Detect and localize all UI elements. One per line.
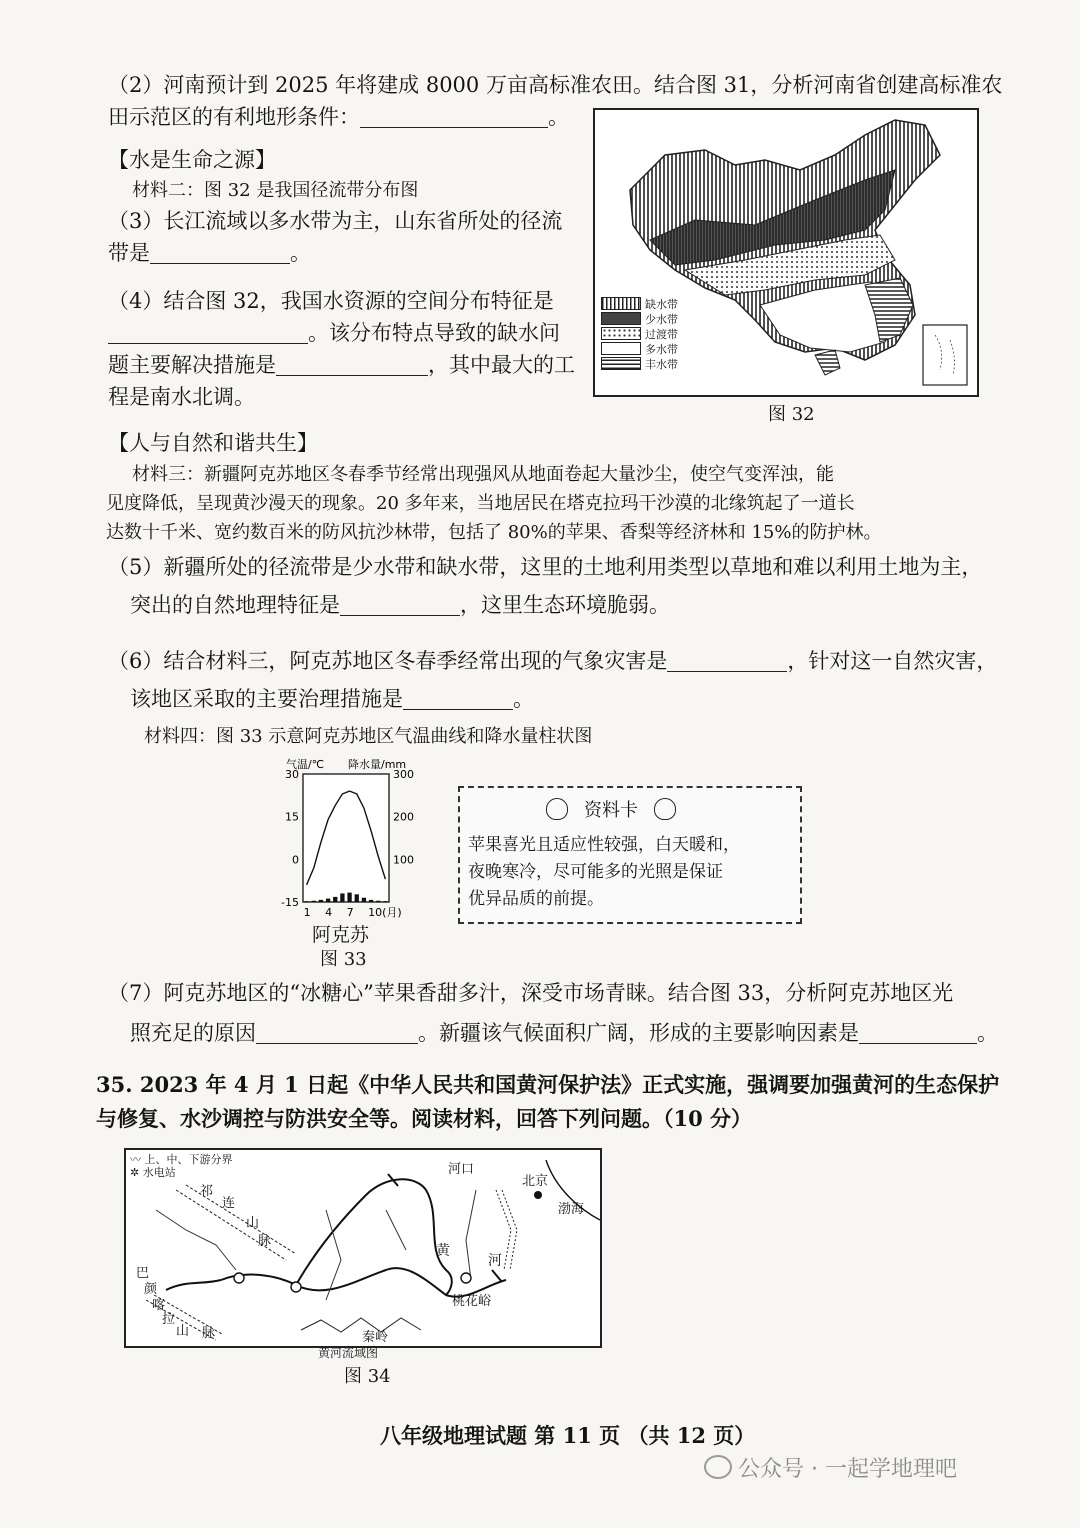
chart-ylabel-left: 气温/℃ [286, 758, 325, 771]
legend-boundary-label: 上、中、下游分界 [144, 1153, 233, 1166]
wechat-icon [704, 1455, 732, 1479]
right-tick-label: 200 [393, 810, 414, 824]
label-lian: 连 [222, 1196, 236, 1211]
q7-answer-blank-2[interactable] [859, 1021, 977, 1044]
legend-transition [601, 326, 678, 341]
chart-left-ticks [281, 768, 299, 909]
fig33-caption: 图 33 [320, 949, 367, 970]
legend-label-transition: 过渡带 [645, 327, 678, 341]
legend-low [601, 311, 678, 326]
q4-answer-blank-2[interactable] [276, 353, 428, 376]
precip-bar [319, 900, 323, 902]
q4-line3a: 题主要解决措施是 [108, 353, 276, 377]
hydropower-icon: ✲ [130, 1166, 143, 1179]
info-card-line-2: 夜晚寒冷，尽可能多的光照是保证 [468, 862, 723, 882]
legend-abundant [601, 356, 678, 371]
yellow-river-loop [296, 1179, 452, 1295]
apple-icon [546, 798, 568, 820]
q7-line2a: 照充足的原因 [130, 1021, 256, 1045]
legend-label-low: 少水带 [645, 312, 678, 326]
fig33-climate-chart [270, 756, 420, 924]
q6-line1 [108, 646, 997, 676]
label-shan-2: 山 [176, 1324, 190, 1339]
label-shan-1: 山 [246, 1216, 260, 1231]
q35-line1: 35. 2023 年 4 月 1 日起《中华人民共和国黄河保护法》正式实施，强调要加强黄河的生态保护 [96, 1072, 1000, 1097]
legend-label-abundant: 丰水带 [645, 357, 678, 371]
fig34-map-title: 黄河流域图 [318, 1346, 379, 1360]
label-qi: 祁 [200, 1184, 214, 1199]
label-mai-2: 脉 [202, 1326, 216, 1341]
chart-right-ticks [393, 768, 414, 866]
watermark [704, 1452, 957, 1483]
q2-end: 。 [548, 105, 569, 129]
label-taohuayu: 桃花峪 [452, 1294, 492, 1309]
q4-line3b: ，其中最大的工 [428, 353, 575, 377]
left-tick-label: -15 [281, 896, 299, 909]
hydropower-station-icon [234, 1273, 244, 1283]
legend-deficit [601, 296, 678, 311]
section-nature-title: 【人与自然和谐共生】 [108, 431, 318, 455]
material4-text: 材料四：图 33 示意阿克苏地区气温曲线和降水量柱状图 [144, 726, 593, 747]
fig34-caption: 图 34 [344, 1366, 391, 1387]
chart-ylabel-right: 降水量/mm [348, 758, 407, 771]
precip-bar [333, 897, 337, 902]
legend-swatch-abundant [601, 357, 641, 370]
info-card-line-3: 优异品质的前提。 [468, 889, 604, 909]
hydropower-station-icon [291, 1282, 301, 1292]
q4-answer-blank-1[interactable] [108, 321, 308, 344]
month-tick-label: 4 [325, 906, 333, 919]
label-he: 河 [488, 1253, 502, 1269]
precip-bar [362, 898, 366, 902]
q6-line2 [130, 684, 534, 714]
info-card-header [546, 796, 676, 822]
month-tick-label: 7 [346, 906, 354, 919]
material2-text: 材料二：图 32 是我国径流带分布图 [132, 180, 419, 201]
q3-answer-blank[interactable] [150, 241, 290, 264]
info-card-line-1: 苹果喜光且适应性较强，白天暖和， [468, 835, 740, 855]
q7-line1: （7）阿克苏地区的“冰糖心”苹果香甜多汁，深受市场青睐。结合图 33，分析阿克苏地区光 [108, 981, 954, 1005]
precip-bar [312, 901, 316, 902]
q6-line2b: 。 [513, 687, 534, 711]
legend-label-deficit: 缺水带 [645, 297, 678, 311]
figure-32-map [593, 108, 979, 397]
q2-line1: （2）河南预计到 2025 年将建成 8000 万亩高标准农田。结合图 31，分析河南省创建高标准农 [108, 73, 1003, 97]
precip-bar [340, 893, 344, 902]
q2-line2 [108, 102, 569, 132]
left-tick-label: 30 [285, 768, 299, 781]
page-footer: 八年级地理试题 第 11 页 （共 12 页） [380, 1423, 756, 1448]
chart-title: 阿克苏 [312, 924, 370, 946]
q6-line1a: （6）结合材料三，阿克苏地区冬春季经常出现的气象灾害是 [108, 649, 668, 673]
left-tick-label: 15 [285, 810, 299, 824]
legend-hydro-label: 水电站 [142, 1166, 176, 1179]
yellow-river-source [166, 1280, 221, 1290]
chart-month-ticks [304, 906, 402, 919]
hydropower-station-icon [461, 1273, 471, 1283]
q2-line2-text: 田示范区的有利地形条件： [108, 105, 360, 129]
q5-line2b: ，这里生态环境脆弱。 [460, 593, 670, 617]
boundary-icon: 〰 [130, 1153, 145, 1166]
q4-line1: （4）结合图 32，我国水资源的空间分布特征是 [108, 289, 554, 313]
label-yan: 颜 [144, 1282, 158, 1297]
qilian-mountains-line [176, 1185, 296, 1260]
info-card-body [468, 832, 740, 913]
watermark-text: 公众号 · 一起学地理吧 [738, 1457, 957, 1482]
hainan-island [815, 350, 840, 375]
legend-boundary-row [130, 1153, 233, 1166]
section-water-title: 【水是生命之源】 [108, 148, 276, 172]
month-tick-label: 1 [303, 906, 311, 919]
q35-line2: 与修复、水沙调控与防洪安全等。阅读材料，回答下列问题。（10 分） [96, 1106, 753, 1131]
q3-line2 [108, 238, 311, 268]
q5-line2 [130, 590, 670, 620]
right-tick-label: 100 [393, 853, 414, 867]
precip-bar [355, 894, 359, 902]
q4-line4: 程是南水北调。 [108, 385, 255, 409]
q7-line2b: 。新疆该气候面积广阔，形成的主要影响因素是 [418, 1021, 859, 1045]
label-bohai: 渤海 [558, 1202, 585, 1217]
fig32-legend [601, 296, 678, 371]
q4-line2-text: 。该分布特点导致的缺水问 [308, 321, 560, 345]
precip-bar [369, 900, 373, 902]
q2-answer-blank[interactable] [360, 105, 548, 128]
info-card [458, 786, 802, 924]
q7-line2 [130, 1018, 998, 1048]
precip-bar [347, 893, 351, 902]
precip-bar [304, 901, 308, 902]
q5-line1: （5）新疆所处的径流带是少水带和缺水带，这里的土地利用类型以草地和难以利用土地为主， [108, 555, 983, 579]
q3-line2-text: 带是 [108, 241, 150, 265]
legend-swatch-deficit [601, 297, 641, 310]
precip-bar [383, 901, 387, 902]
legend-label-high: 多水带 [645, 342, 678, 356]
q6-line1b: ，针对这一自然灾害， [787, 649, 998, 673]
label-beijing: 北京 [522, 1174, 549, 1189]
legend-high [601, 341, 678, 356]
label-qinling: 秦岭 [362, 1330, 389, 1345]
figure-34-map [124, 1148, 602, 1348]
left-tick-label: 0 [292, 853, 299, 867]
tributaries [156, 1190, 476, 1300]
q5-answer-blank[interactable] [340, 593, 460, 616]
q3-end: 。 [290, 241, 311, 265]
material3-line1: 材料三：新疆阿克苏地区冬春季节经常出现强风从地面卷起大量沙尘，使空气变浑浊，能 [132, 464, 834, 485]
material3-line3: 达数十千米、宽约数百米的防风抗沙林带，包括了 80%的苹果、香梨等经济林和 15%的防护林。 [106, 522, 882, 543]
fig34-legend [130, 1153, 233, 1179]
legend-swatch-transition [601, 327, 641, 340]
precip-bar [376, 901, 380, 902]
q6-answer-blank-1[interactable] [667, 649, 787, 672]
label-ka: 喀 [152, 1298, 166, 1313]
q3-line1: （3）长江流域以多水带为主，山东省所处的径流 [108, 209, 563, 233]
fig32-caption: 图 32 [768, 404, 815, 425]
q4-line2 [108, 318, 560, 348]
info-card-title: 资料卡 [584, 800, 638, 821]
q6-answer-blank-2[interactable] [403, 687, 513, 710]
label-ba: 巴 [136, 1266, 150, 1281]
label-mai-1: 脉 [258, 1234, 272, 1249]
q7-line2c: 。 [977, 1021, 998, 1045]
legend-swatch-high [601, 342, 641, 355]
q7-answer-blank-1[interactable] [256, 1021, 418, 1044]
qinling-mountains-line [301, 1318, 421, 1332]
material3-line2: 见度降低，呈现黄沙漫天的现象。20 多年来，当地居民在塔克拉玛干沙漠的北缘筑起了一道长 [106, 493, 855, 514]
q5-line2a: 突出的自然地理特征是 [130, 593, 340, 617]
right-tick-label: 300 [393, 768, 414, 781]
middle-lower-boundary-marker [492, 1270, 502, 1282]
legend-swatch-low [601, 312, 641, 325]
q6-line2a: 该地区采取的主要治理措施是 [130, 687, 403, 711]
label-hekou: 河口 [448, 1162, 475, 1177]
legend-hydro-row [130, 1166, 233, 1179]
beijing-marker [534, 1191, 542, 1199]
label-huang: 黄 [436, 1243, 450, 1259]
south-china-sea-inset [923, 325, 967, 385]
label-la: 拉 [162, 1312, 176, 1327]
precip-bar [326, 899, 330, 902]
q4-line3 [108, 350, 575, 380]
month-tick-label: 10(月) [368, 906, 402, 919]
apple-icon [654, 798, 676, 820]
